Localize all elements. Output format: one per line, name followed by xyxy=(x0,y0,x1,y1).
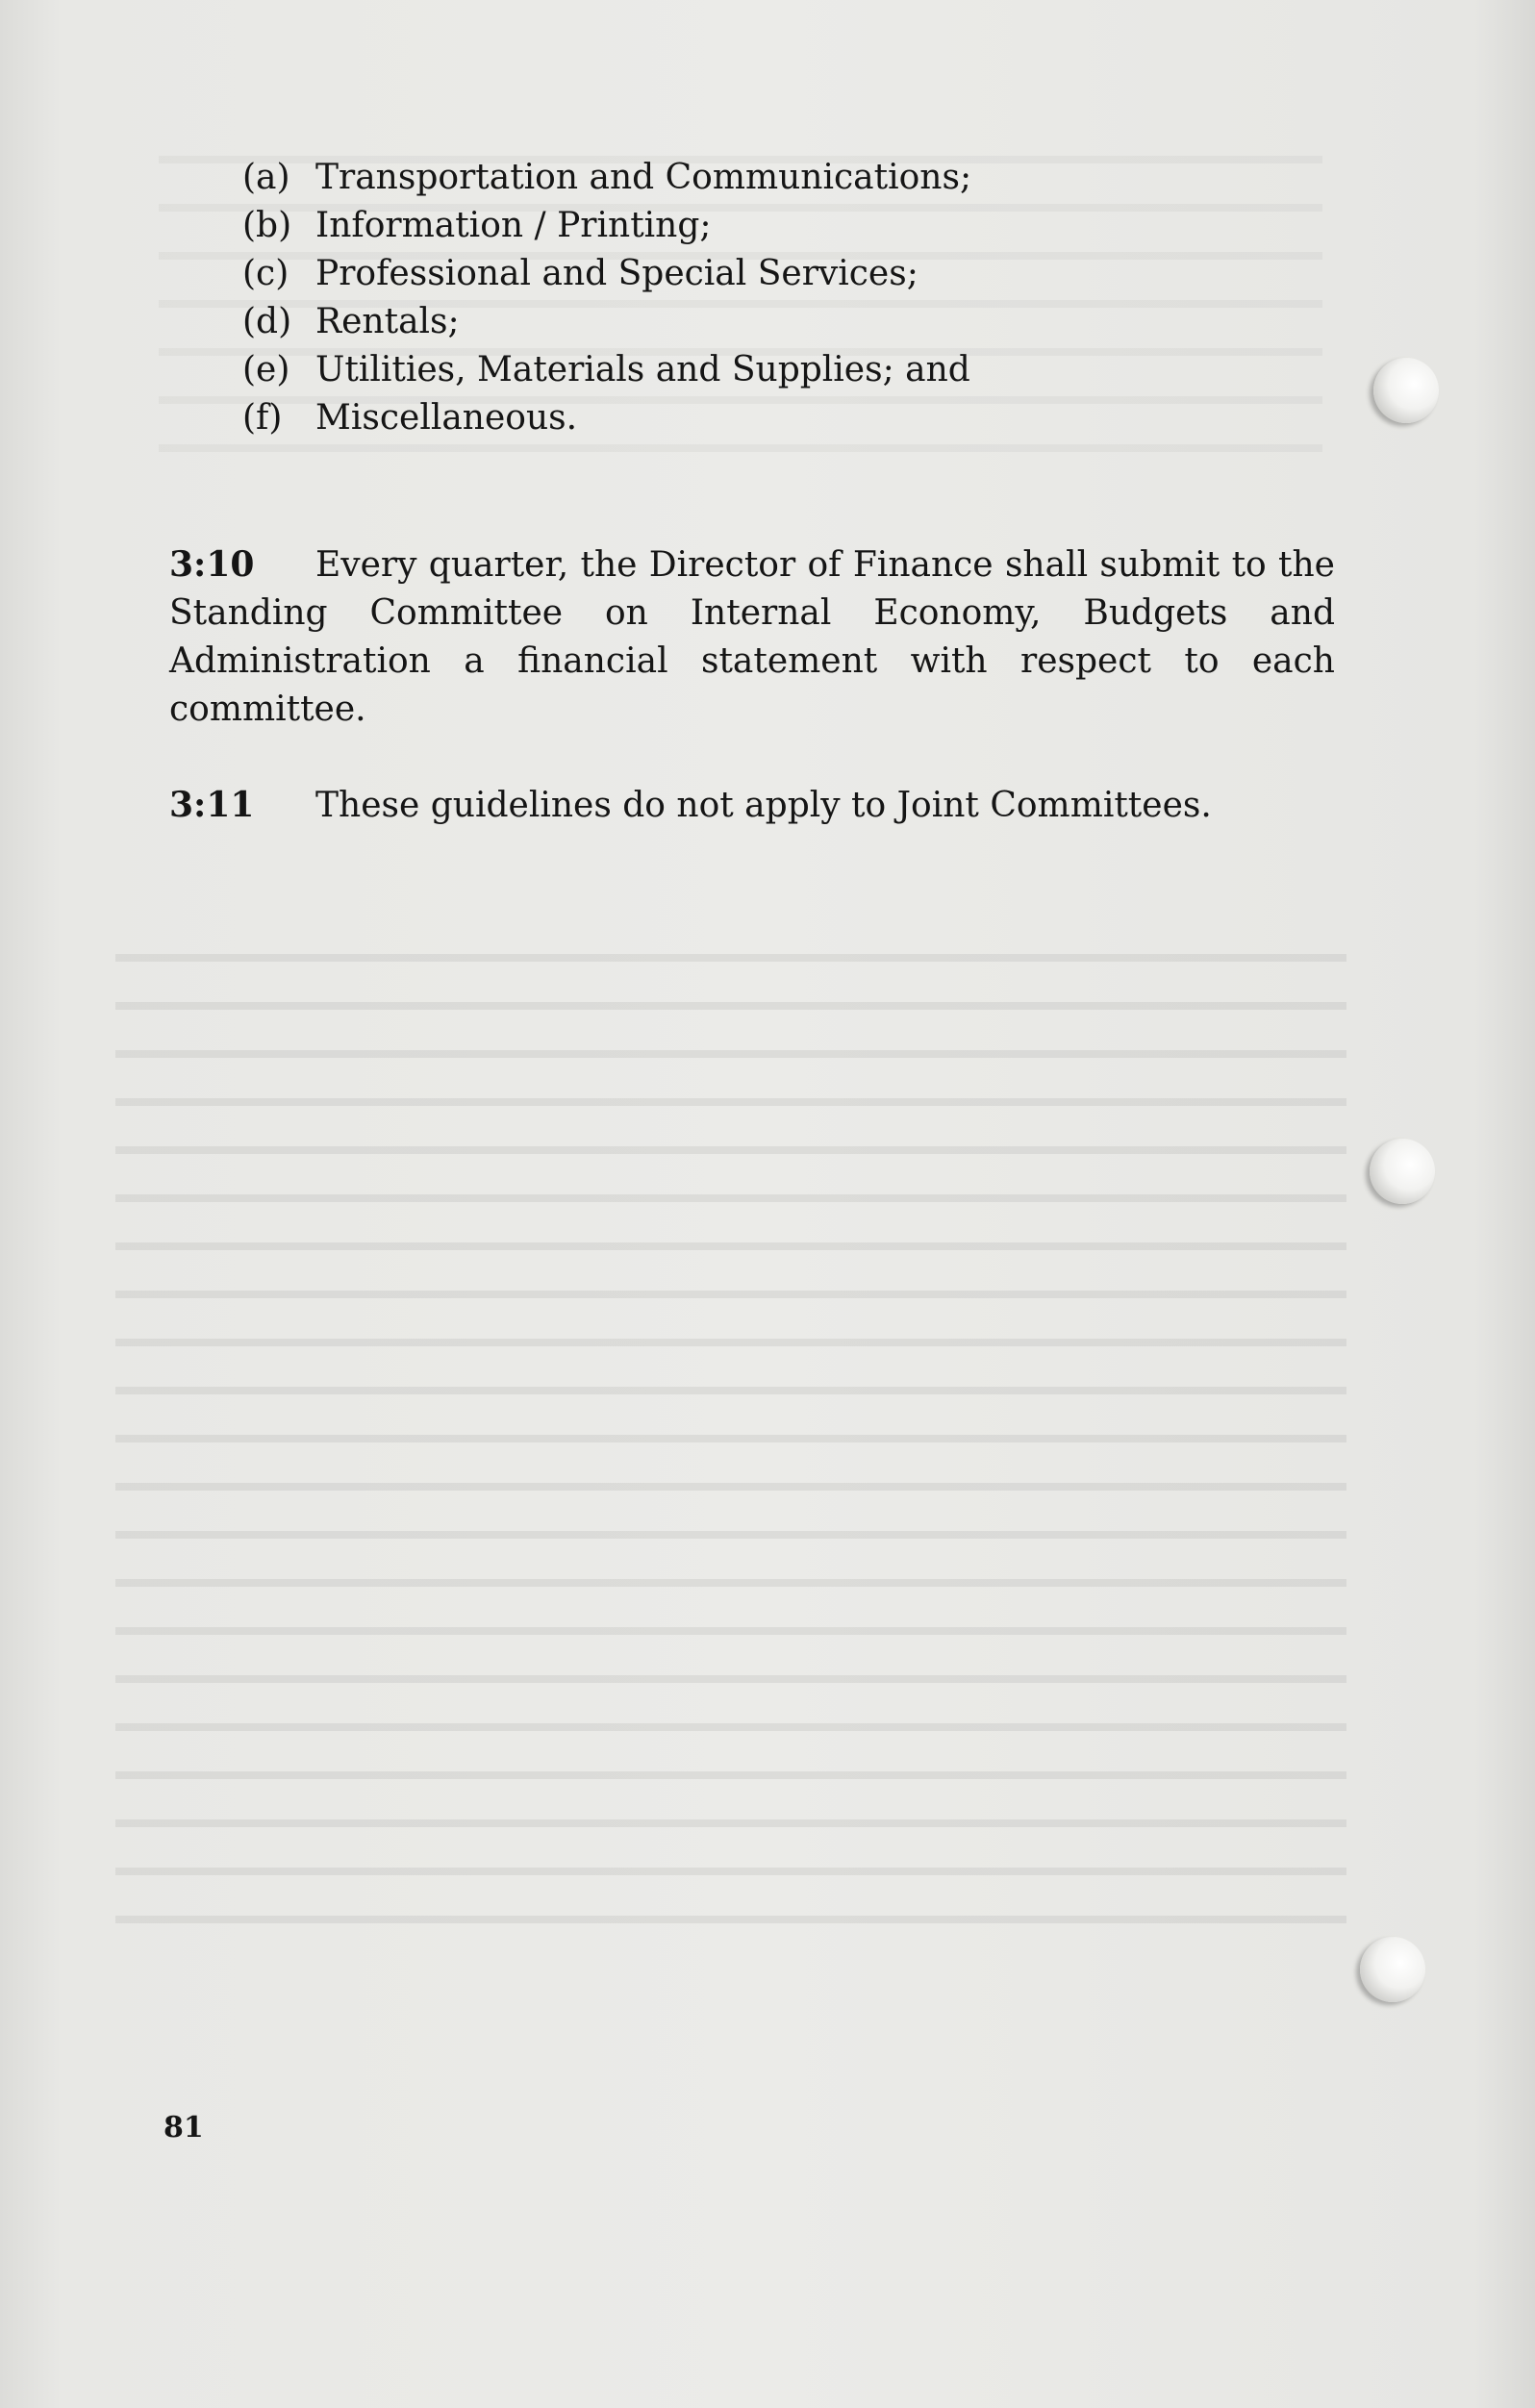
list-item-marker: (b) xyxy=(242,206,292,245)
list-item-marker: (a) xyxy=(242,158,290,197)
section-3-11 xyxy=(169,781,1335,830)
list-item-text: Information / Printing; xyxy=(315,206,712,245)
binder-hole xyxy=(1370,1139,1435,1204)
bleed-through-text xyxy=(115,923,1346,1933)
list-item-text: Professional and Special Services; xyxy=(315,254,918,293)
list-item-marker: (c) xyxy=(242,254,289,293)
list-item-text: Utilities, Materials and Supplies; and xyxy=(315,350,970,389)
list-item xyxy=(242,394,971,442)
section-text: Every quarter, the Director of Finance shall submit to the Standing Committee on Internal Economy, Budgets and Administration a financial statement with respect to each committee. xyxy=(169,545,1335,729)
list-item-marker: (d) xyxy=(242,302,292,341)
list-item-marker: (e) xyxy=(242,350,290,389)
section-3-10 xyxy=(169,540,1335,734)
list-item-text: Transportation and Communications; xyxy=(315,158,972,197)
list-item xyxy=(242,250,971,298)
list-item xyxy=(242,298,971,346)
expense-category-list xyxy=(242,154,971,442)
binder-hole xyxy=(1360,1937,1425,2002)
binder-hole xyxy=(1373,358,1439,423)
list-item xyxy=(242,202,971,250)
section-number: 3:11 xyxy=(169,785,255,825)
list-item xyxy=(242,346,971,394)
section-text: These guidelines do not apply to Joint Committees. xyxy=(315,786,1212,825)
list-item xyxy=(242,154,971,202)
section-number: 3:10 xyxy=(169,544,255,585)
list-item-text: Miscellaneous. xyxy=(315,398,578,438)
list-item-marker: (f) xyxy=(242,398,283,438)
list-item-text: Rentals; xyxy=(315,302,460,341)
page-number: 81 xyxy=(164,2111,204,2145)
